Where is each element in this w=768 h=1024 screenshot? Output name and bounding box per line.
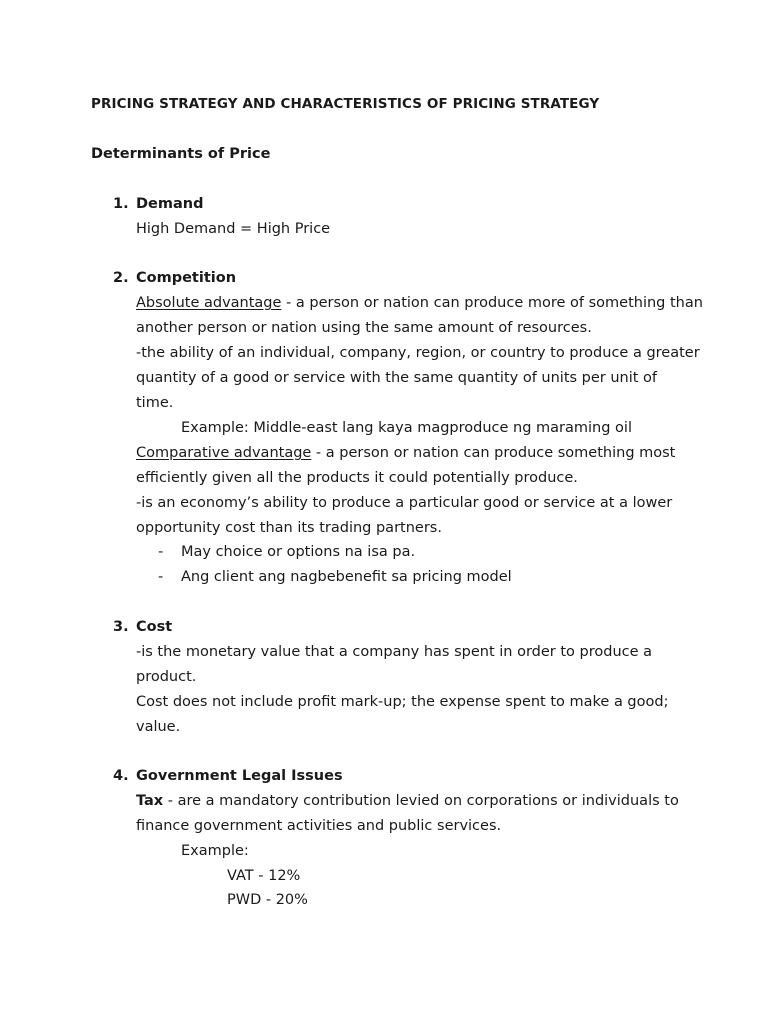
comparative-advantage-definition-cont: efficiently given all the products it could potentially produce. bbox=[136, 470, 578, 486]
tax-term: Tax bbox=[136, 793, 164, 809]
absolute-advantage-alt-2: quantity of a good or service with the same quantity of units per unit of bbox=[136, 370, 658, 386]
absolute-advantage-term: Absolute advantage bbox=[136, 295, 282, 311]
absolute-advantage-line bbox=[136, 293, 703, 313]
tax-definition-cont: finance government activities and public services. bbox=[136, 818, 502, 834]
absolute-advantage-definition: - a person or nation can produce more of something than bbox=[281, 295, 703, 311]
heading-cost: Cost bbox=[136, 619, 173, 635]
item-number-demand: 1. bbox=[113, 196, 129, 212]
comparative-advantage-line bbox=[136, 443, 675, 463]
item-number-competition: 2. bbox=[113, 270, 129, 286]
page-title: PRICING STRATEGY AND CHARACTERISTICS OF PRICING STRATEGY bbox=[91, 96, 600, 112]
item-number-government: 4. bbox=[113, 768, 129, 784]
comparative-advantage-alt-1: -is an economy’s ability to produce a particular good or service at a lower bbox=[136, 495, 673, 511]
absolute-advantage-alt-1: -the ability of an individual, company, region, or country to produce a greater bbox=[136, 345, 700, 361]
absolute-advantage-alt-3: time. bbox=[136, 395, 174, 411]
bullet-dash: - bbox=[158, 544, 164, 560]
bullet-item: Ang client ang nagbebenefit sa pricing model bbox=[181, 569, 512, 585]
comparative-advantage-alt-2: opportunity cost than its trading partners. bbox=[136, 520, 442, 536]
cost-text-3: Cost does not include profit mark-up; the expense spent to make a good; bbox=[136, 694, 669, 710]
cost-text-1: -is the monetary value that a company has spent in order to produce a bbox=[136, 644, 653, 660]
item-number-cost: 3. bbox=[113, 619, 129, 635]
heading-government: Government Legal Issues bbox=[136, 768, 343, 784]
tax-line bbox=[136, 791, 679, 811]
section-subheading: Determinants of Price bbox=[91, 146, 271, 162]
comparative-advantage-definition: - a person or nation can produce something most bbox=[311, 445, 676, 461]
bullet-dash: - bbox=[158, 569, 164, 585]
comparative-advantage-term: Comparative advantage bbox=[136, 445, 312, 461]
cost-text-4: value. bbox=[136, 719, 181, 735]
competition-example: Example: Middle-east lang kaya magproduce ng maraming oil bbox=[181, 420, 632, 436]
example-item: VAT - 12% bbox=[227, 868, 301, 884]
example-item: PWD - 20% bbox=[227, 892, 308, 908]
tax-definition: - are a mandatory contribution levied on corporations or individuals to bbox=[163, 793, 679, 809]
example-label: Example: bbox=[181, 843, 249, 859]
heading-demand: Demand bbox=[136, 196, 204, 212]
heading-competition: Competition bbox=[136, 270, 237, 286]
bullet-item: May choice or options na isa pa. bbox=[181, 544, 416, 560]
absolute-advantage-definition-cont: another person or nation using the same amount of resources. bbox=[136, 320, 592, 336]
demand-text: High Demand = High Price bbox=[136, 221, 331, 237]
cost-text-2: product. bbox=[136, 669, 197, 685]
